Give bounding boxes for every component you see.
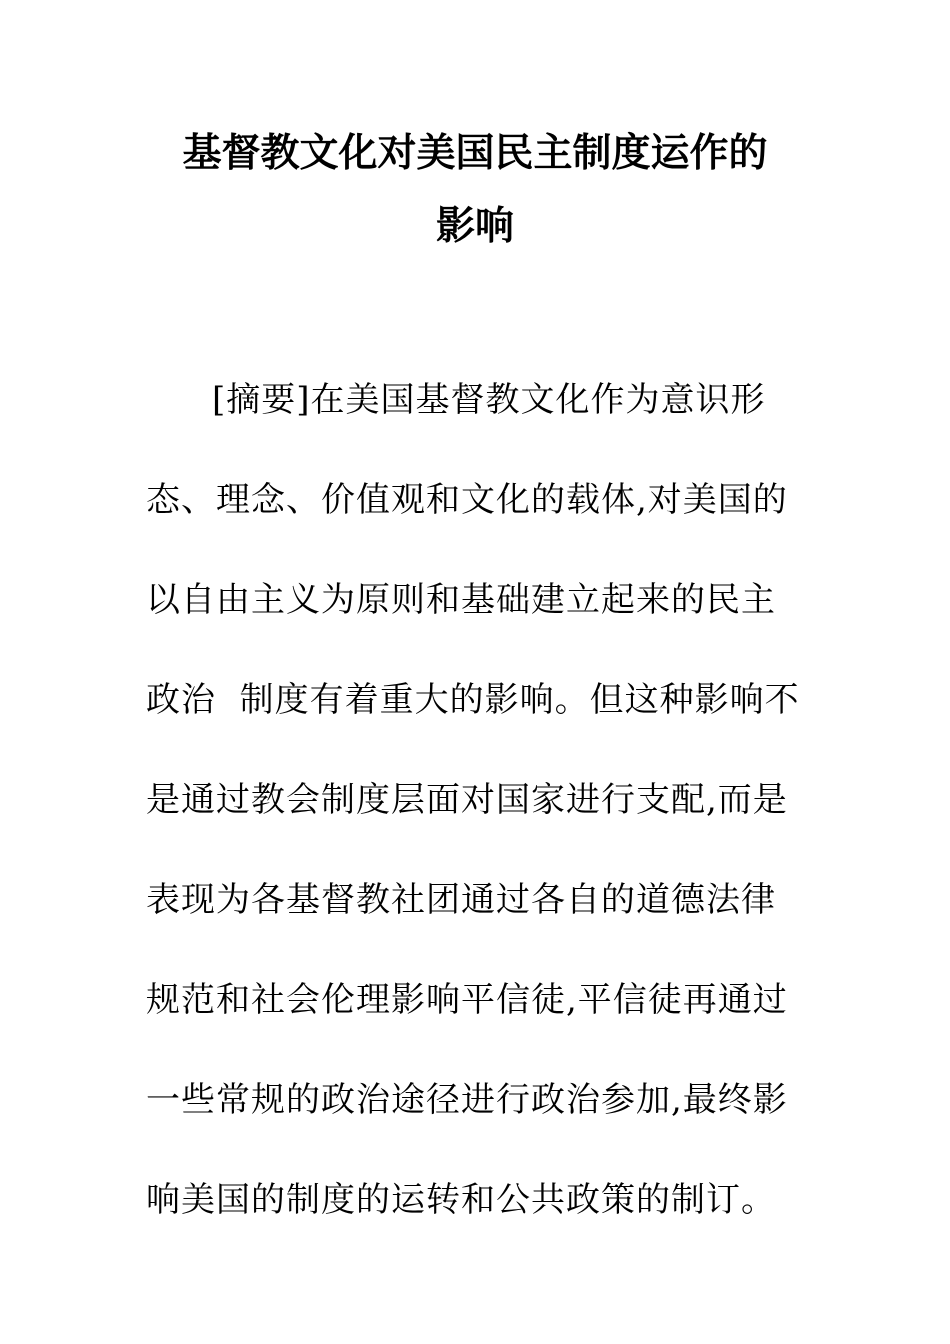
document-title-line-2: 影响 (435, 203, 514, 249)
abstract-line-2: 态、理念、价值观和文化的载体,对美国的 (146, 480, 788, 520)
abstract-line-7: 规范和社会伦理影响平信徒,平信徒再通过 (146, 980, 788, 1020)
abstract-line-8: 一些常规的政治途径进行政治参加,最终影 (146, 1080, 788, 1120)
document-title-line-1: 基督教文化对美国民主制度运作的 (182, 130, 768, 176)
abstract-line-5: 是通过教会制度层面对国家进行支配,而是 (146, 780, 788, 820)
abstract-line-9: 响美国的制度的运转和公共政策的制订。 (146, 1180, 776, 1220)
abstract-line-3: 以自由主义为原则和基础建立起来的民主 (146, 580, 776, 620)
abstract-line-4: 政治 制度有着重大的影响。但这种影响不 (146, 680, 800, 720)
abstract-line-6: 表现为各基督教社团通过各自的道德法律 (146, 880, 776, 920)
abstract-line-1: [摘要]在美国基督教文化作为意识形 (212, 380, 766, 420)
